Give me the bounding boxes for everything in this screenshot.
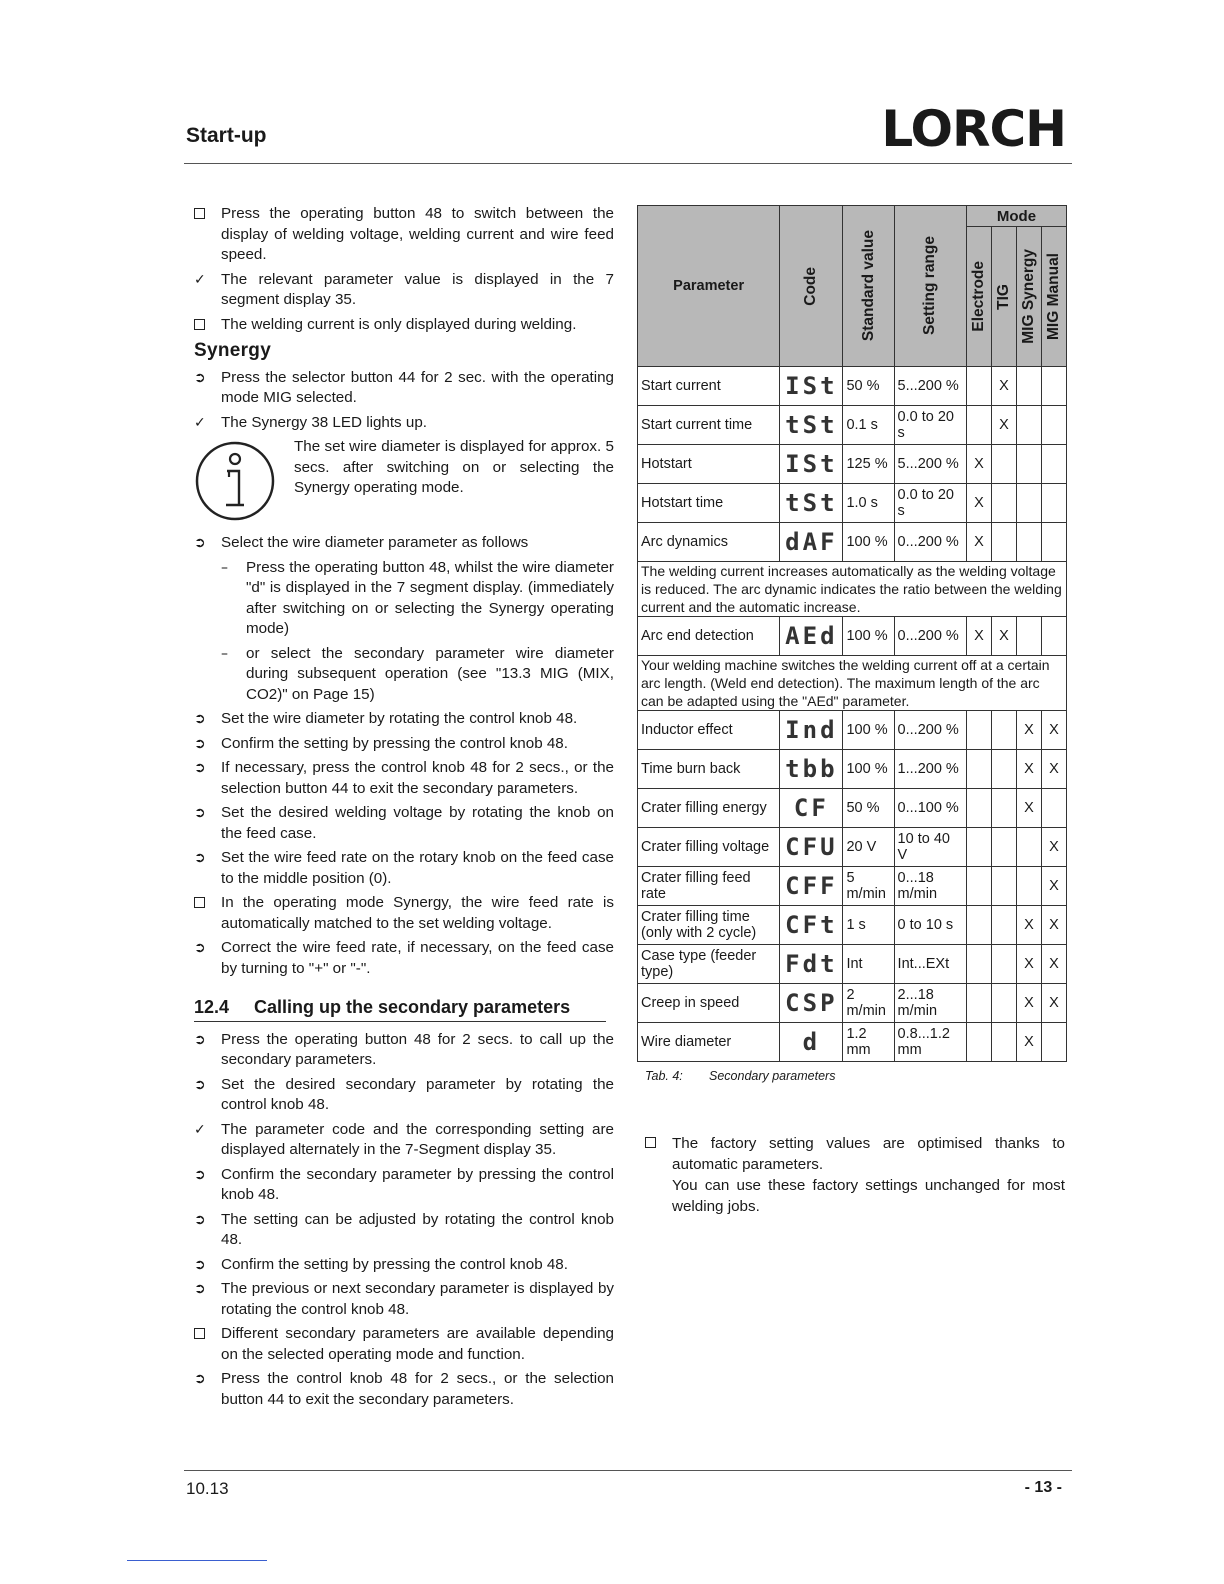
cell-parameter: Time burn back [638, 750, 780, 789]
list-item-text: Select the wire diameter parameter as follows [221, 534, 529, 551]
cell-mode-electrode [966, 750, 991, 789]
cell-code: CFF [780, 867, 843, 906]
cell-setting-range: 0.8...1.2 mm [894, 1023, 966, 1062]
cell-mode-mig-synergy [1016, 867, 1041, 906]
cell-mode-mig-manual [1041, 445, 1066, 484]
cell-standard-value: 5 m/min [843, 867, 894, 906]
arrow-icon: ➲ [194, 1031, 206, 1048]
header-divider [184, 163, 1072, 164]
cell-standard-value: 1.0 s [843, 484, 894, 523]
header-code: Code [780, 206, 843, 367]
list-item [194, 533, 614, 554]
check-icon: ✓ [194, 271, 206, 288]
list-item [194, 270, 614, 311]
cell-parameter: Wire diameter [638, 1023, 780, 1062]
cell-code: CFU [780, 828, 843, 867]
table-note: Your welding machine switches the welding current off at a certain arc length. (Weld end detection). The maximum length of the arc can be adapted using the "AEd" parameter. [638, 656, 1067, 711]
list-item [194, 1210, 614, 1251]
arrow-icon: ➲ [194, 1076, 206, 1093]
arrow-icon: ➲ [194, 1211, 206, 1228]
cell-setting-range: Int...EXt [894, 945, 966, 984]
cell-mode-electrode: X [966, 617, 991, 656]
cell-setting-range: 10 to 40 V [894, 828, 966, 867]
arrow-icon: ➲ [194, 850, 206, 866]
checkbox-icon [645, 1137, 656, 1148]
cell-code: CSP [780, 984, 843, 1023]
cell-mode-tig [991, 828, 1016, 867]
cell-standard-value: 0.1 s [843, 406, 894, 445]
table-row [638, 1023, 1067, 1062]
cell-mode-electrode: X [966, 523, 991, 562]
list-item-text: Correct the wire feed rate, if necessary, on the feed case by turning to "+" or "-". [221, 939, 614, 977]
table-row [638, 367, 1067, 406]
header-parameter: Parameter [638, 206, 780, 367]
cell-code: tbb [780, 750, 843, 789]
info-icon [194, 437, 280, 523]
header-mode: Mode [966, 206, 1066, 227]
list-item [194, 1165, 614, 1206]
cell-mode-tig [991, 867, 1016, 906]
table-row [638, 484, 1067, 523]
list-item-text: Press the operating button 48 to switch between the display of welding voltage, welding current and wire feed speed. [221, 205, 614, 263]
cell-mode-electrode [966, 945, 991, 984]
cell-mode-mig-manual: X [1041, 711, 1066, 750]
cell-parameter: Start current [638, 367, 780, 406]
arrow-icon: ➲ [194, 805, 206, 821]
header-setting-range: Setting range [894, 206, 966, 367]
cell-code: dAF [780, 523, 843, 562]
cell-mode-mig-manual: X [1041, 984, 1066, 1023]
list-item-text: Set the desired secondary parameter by rotating the control knob 48. [221, 1075, 614, 1113]
list-item-text: Press the control knob 48 for 2 secs., or the selection button 44 to exit the secondary parameters. [221, 1370, 614, 1408]
cell-code: AEd [780, 617, 843, 656]
cell-mode-mig-synergy [1016, 484, 1041, 523]
cell-mode-mig-manual: X [1041, 906, 1066, 945]
cell-standard-value: 1 s [843, 906, 894, 945]
cell-parameter: Case type (feeder type) [638, 945, 780, 984]
cell-mode-mig-synergy [1016, 617, 1041, 656]
cell-mode-mig-synergy [1016, 367, 1041, 406]
footer-date: 10.13 [186, 1479, 229, 1498]
secondary-params-list [194, 1030, 614, 1411]
check-icon: ✓ [194, 1121, 206, 1138]
cell-code: tSt [780, 484, 843, 523]
caption-text: Secondary parameters [709, 1069, 836, 1083]
cell-mode-electrode [966, 789, 991, 828]
cell-mode-tig [991, 484, 1016, 523]
intro-list [194, 204, 614, 335]
cell-mode-mig-manual [1041, 484, 1066, 523]
list-item [194, 368, 614, 409]
cell-setting-range: 1...200 % [894, 750, 966, 789]
list-item-text: The relevant parameter value is displayed in the 7 segment display 35. [221, 270, 614, 308]
checkbox-icon [194, 897, 205, 908]
list-item [194, 803, 614, 844]
cell-mode-electrode [966, 711, 991, 750]
info-text: The set wire diameter is displayed for approx. 5 secs. after switching on or selecting the Synergy operating mode. [294, 438, 614, 496]
list-item-text: The previous or next secondary parameter is displayed by rotating the control knob 48. [221, 1280, 614, 1318]
list-item-text: The Synergy 38 LED lights up. [221, 413, 427, 431]
header-mode-mig-manual: MIG Manual [1041, 227, 1066, 367]
synergy-heading: Synergy [194, 340, 272, 361]
section-title: Calling up the secondary parameters [254, 997, 571, 1017]
cell-mode-electrode [966, 984, 991, 1023]
list-item-text: Confirm the setting by pressing the control knob 48. [221, 734, 568, 752]
cell-code: d [780, 1023, 843, 1062]
table-row [638, 906, 1067, 945]
arrow-icon: ➲ [194, 1256, 206, 1273]
page-header-title: Start-up [186, 124, 267, 147]
cell-mode-mig-manual [1041, 789, 1066, 828]
cell-setting-range: 5...200 % [894, 367, 966, 406]
cell-mode-mig-synergy [1016, 828, 1041, 867]
list-item [194, 413, 614, 434]
cell-standard-value: 100 % [843, 617, 894, 656]
cell-mode-mig-manual: X [1041, 945, 1066, 984]
cell-mode-mig-synergy [1016, 523, 1041, 562]
header-mode-tig: TIG [991, 227, 1016, 367]
cell-parameter: Crater filling energy [638, 789, 780, 828]
cell-standard-value: 1.2 mm [843, 1023, 894, 1062]
cell-mode-mig-manual [1041, 367, 1066, 406]
cell-mode-electrode [966, 367, 991, 406]
cell-mode-electrode: X [966, 484, 991, 523]
section-heading [194, 997, 606, 1022]
cell-mode-tig: X [991, 406, 1016, 445]
list-item-text: Set the wire diameter by rotating the control knob 48. [221, 710, 578, 727]
cell-mode-tig [991, 789, 1016, 828]
header-standard-value: Standard value [843, 206, 894, 367]
list-item [194, 1255, 614, 1276]
factory-note-text-1: The factory setting values are optimised thanks to automatic parameters. [672, 1135, 1065, 1173]
list-item [194, 893, 614, 934]
cell-mode-electrode [966, 867, 991, 906]
list-item [194, 938, 614, 979]
list-item [194, 1030, 614, 1071]
secondary-parameters-table-wrapper [637, 205, 1067, 1083]
cell-mode-electrode: X [966, 445, 991, 484]
cell-code: CFt [780, 906, 843, 945]
list-item [194, 315, 614, 336]
factory-note-item [645, 1133, 1065, 1217]
cell-mode-mig-manual: X [1041, 867, 1066, 906]
cell-code: Fdt [780, 945, 843, 984]
table-caption [637, 1069, 1067, 1083]
list-item-text: The welding current is only displayed during welding. [221, 315, 577, 333]
cell-parameter: Hotstart [638, 445, 780, 484]
cell-mode-mig-synergy: X [1016, 789, 1041, 828]
cell-code: ISt [780, 445, 843, 484]
list-item [194, 1075, 614, 1116]
table-note: The welding current increases automatically as the welding voltage is reduced. The arc dynamic indicates the ratio between the welding current and the automatic increase. [638, 562, 1067, 617]
list-item-text: The parameter code and the corresponding setting are displayed alternately in the 7-Segment display 35. [221, 1120, 614, 1158]
list-item-text: Set the wire feed rate on the rotary knob on the feed case to the middle position (0). [221, 849, 614, 887]
cell-standard-value: 100 % [843, 711, 894, 750]
cell-standard-value: Int [843, 945, 894, 984]
cell-standard-value: 50 % [843, 789, 894, 828]
table-row [638, 789, 1067, 828]
header-mode-mig-synergy: MIG Synergy [1016, 227, 1041, 367]
cell-mode-mig-manual [1041, 406, 1066, 445]
cell-setting-range: 2...18 m/min [894, 984, 966, 1023]
cell-mode-mig-synergy: X [1016, 945, 1041, 984]
table-row [638, 867, 1067, 906]
list-item-text: or select the secondary parameter wire diameter during subsequent operation (see "13.3 MIG (MIX, CO2)" on Page 15) [246, 644, 614, 703]
cell-parameter: Crater filling voltage [638, 828, 780, 867]
cell-setting-range: 0 to 10 s [894, 906, 966, 945]
caption-label: Tab. 4: [645, 1069, 683, 1083]
list-item [194, 1120, 614, 1161]
dash-icon: – [221, 559, 228, 576]
arrow-icon: ➲ [194, 940, 206, 956]
list-item-text: Different secondary parameters are available depending on the selected operating mode and function. [221, 1325, 614, 1363]
page-number: - 13 - [1024, 1479, 1062, 1496]
cell-mode-tig: X [991, 617, 1016, 656]
cell-mode-tig [991, 445, 1016, 484]
table-note-row [638, 562, 1067, 617]
list-item [194, 1279, 614, 1320]
table-header-row [638, 206, 1067, 227]
cell-mode-mig-manual [1041, 1023, 1066, 1062]
wire-diameter-list [194, 533, 614, 979]
arrow-icon: ➲ [194, 369, 206, 386]
list-item [194, 558, 614, 640]
arrow-icon: ➲ [194, 535, 206, 551]
list-item-text: Set the desired welding voltage by rotating the knob on the feed case. [221, 804, 614, 842]
list-item-text: Confirm the setting by pressing the control knob 48. [221, 1255, 568, 1273]
cell-mode-tig [991, 984, 1016, 1023]
cell-mode-mig-synergy: X [1016, 1023, 1041, 1062]
cell-parameter: Hotstart time [638, 484, 780, 523]
cell-code: CF [780, 789, 843, 828]
cell-setting-range: 0...18 m/min [894, 867, 966, 906]
arrow-icon: ➲ [194, 711, 206, 727]
section-number: 12.4 [194, 997, 230, 1017]
cell-mode-mig-synergy: X [1016, 906, 1041, 945]
arrow-icon: ➲ [194, 1166, 206, 1183]
list-item [194, 1324, 614, 1365]
cell-mode-mig-manual [1041, 617, 1066, 656]
synergy-list [194, 368, 614, 434]
cell-code: ISt [780, 367, 843, 406]
cell-mode-electrode [966, 828, 991, 867]
dash-icon: – [221, 645, 228, 662]
list-item [194, 204, 614, 266]
list-item-text: In the operating mode Synergy, the wire feed rate is automatically matched to the set welding voltage. [221, 894, 614, 932]
cell-mode-mig-synergy [1016, 445, 1041, 484]
cell-mode-mig-synergy: X [1016, 711, 1041, 750]
cell-mode-mig-synergy: X [1016, 984, 1041, 1023]
cell-parameter: Crater filling time (only with 2 cycle) [638, 906, 780, 945]
list-item-text: Press the selector button 44 for 2 sec. with the operating mode MIG selected. [221, 368, 614, 406]
cell-setting-range: 0...200 % [894, 711, 966, 750]
list-item [194, 734, 614, 755]
cell-mode-tig [991, 906, 1016, 945]
cell-parameter: Start current time [638, 406, 780, 445]
list-item [194, 644, 614, 706]
list-item-text: Confirm the secondary parameter by pressing the control knob 48. [221, 1165, 614, 1203]
cell-mode-tig: X [991, 367, 1016, 406]
table-row [638, 617, 1067, 656]
table-row [638, 445, 1067, 484]
arrow-icon: ➲ [194, 760, 206, 776]
cell-mode-tig [991, 523, 1016, 562]
table-row [638, 750, 1067, 789]
footer-divider [184, 1470, 1072, 1471]
checkbox-icon [194, 1328, 205, 1339]
arrow-icon: ➲ [194, 1281, 206, 1297]
cell-code: Ind [780, 711, 843, 750]
cell-mode-mig-manual: X [1041, 750, 1066, 789]
table-row [638, 406, 1067, 445]
link-underline [127, 1560, 267, 1561]
cell-standard-value: 125 % [843, 445, 894, 484]
arrow-icon: ➲ [194, 1371, 206, 1387]
factory-note-text-2: You can use these factory settings unchanged for most welding jobs. [672, 1177, 1065, 1215]
cell-standard-value: 20 V [843, 828, 894, 867]
cell-mode-electrode [966, 406, 991, 445]
cell-parameter: Crater filling feed rate [638, 867, 780, 906]
cell-setting-range: 0...200 % [894, 617, 966, 656]
cell-parameter: Creep in speed [638, 984, 780, 1023]
cell-mode-tig [991, 1023, 1016, 1062]
list-item [194, 848, 614, 889]
cell-mode-mig-manual [1041, 523, 1066, 562]
cell-parameter: Arc end detection [638, 617, 780, 656]
secondary-parameters-table [637, 205, 1067, 1062]
cell-mode-tig [991, 711, 1016, 750]
check-icon: ✓ [194, 414, 206, 431]
checkbox-icon [194, 319, 205, 330]
list-item-text: The setting can be adjusted by rotating the control knob 48. [221, 1210, 614, 1248]
cell-setting-range: 0.0 to 20 s [894, 406, 966, 445]
cell-mode-tig [991, 750, 1016, 789]
checkbox-icon [194, 208, 205, 219]
table-row [638, 984, 1067, 1023]
cell-mode-electrode [966, 906, 991, 945]
arrow-icon: ➲ [194, 735, 206, 752]
cell-mode-mig-manual: X [1041, 828, 1066, 867]
list-item [194, 1369, 614, 1410]
cell-standard-value: 50 % [843, 367, 894, 406]
cell-code: tSt [780, 406, 843, 445]
cell-standard-value: 2 m/min [843, 984, 894, 1023]
left-column [194, 204, 614, 1414]
table-note-row [638, 656, 1067, 711]
list-item [194, 709, 614, 730]
cell-mode-mig-synergy [1016, 406, 1041, 445]
factory-note [645, 1133, 1065, 1221]
cell-mode-mig-synergy: X [1016, 750, 1041, 789]
table-row [638, 828, 1067, 867]
cell-setting-range: 0...200 % [894, 523, 966, 562]
table-row [638, 523, 1067, 562]
cell-setting-range: 0.0 to 20 s [894, 484, 966, 523]
list-item-text: Press the operating button 48 for 2 secs. to call up the secondary parameters. [221, 1030, 614, 1068]
cell-standard-value: 100 % [843, 750, 894, 789]
cell-parameter: Arc dynamics [638, 523, 780, 562]
cell-mode-tig [991, 945, 1016, 984]
cell-standard-value: 100 % [843, 523, 894, 562]
cell-setting-range: 5...200 % [894, 445, 966, 484]
header-mode-electrode: Electrode [966, 227, 991, 367]
info-note [194, 437, 614, 527]
list-item-text: If necessary, press the control knob 48 for 2 secs., or the selection button 44 to exit the secondary parameters. [221, 759, 614, 797]
list-item [194, 758, 614, 799]
brand-logo: LORCH [881, 100, 1066, 158]
cell-parameter: Inductor effect [638, 711, 780, 750]
list-item-text: Press the operating button 48, whilst the wire diameter "d" is displayed in the 7 segment display. (immediately after switching on or selecting the Synergy operating mode) [246, 558, 614, 637]
table-row [638, 945, 1067, 984]
cell-mode-electrode [966, 1023, 991, 1062]
cell-setting-range: 0...100 % [894, 789, 966, 828]
table-row [638, 711, 1067, 750]
